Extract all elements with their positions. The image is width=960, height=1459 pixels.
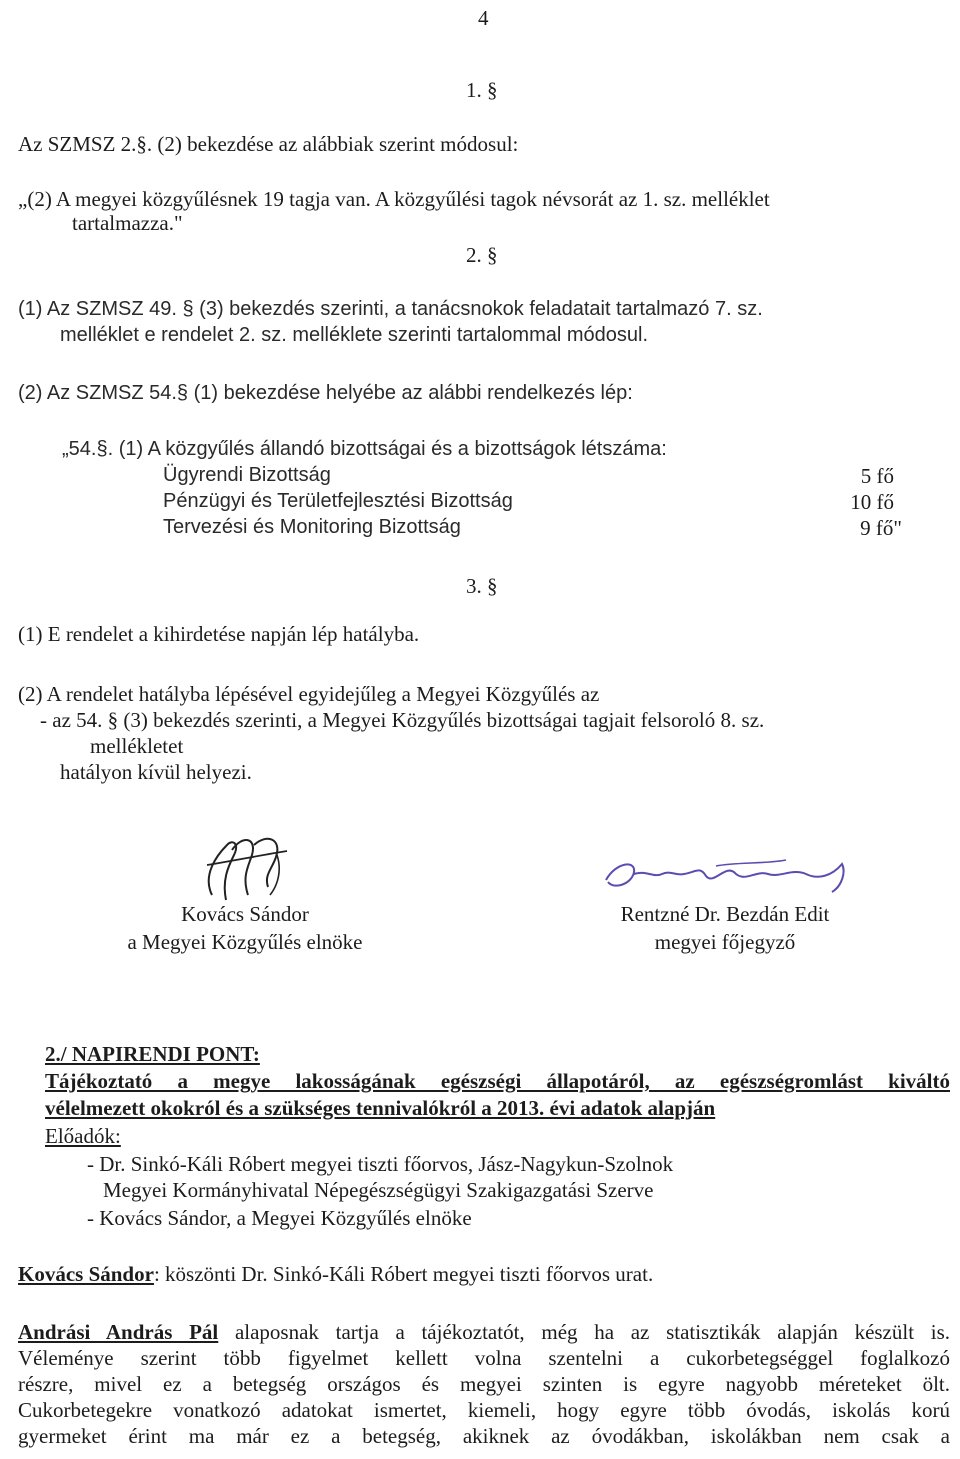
right-signatory-title: megyei főjegyző — [654, 930, 796, 954]
speaker-1-name: Kovács Sándor — [18, 1262, 154, 1286]
section-2-paragraph-1-line-2: melléklet e rendelet 2. sz. melléklete szerinti tartalommal módosul. — [60, 324, 649, 346]
presenter-1-line-2: Megyei Kormányhivatal Népegészségügyi Szakigazgatási Szerve — [103, 1178, 654, 1202]
section-3-heading: 3. § — [466, 574, 498, 598]
right-signature-image — [596, 852, 856, 907]
section-1-heading: 1. § — [466, 78, 498, 102]
section-1-quote-line-2: tartalmazza." — [72, 211, 183, 235]
presenters-label: Előadók: — [45, 1124, 121, 1148]
committee-count: 10 fő — [850, 490, 894, 514]
speaker-1-paragraph — [18, 1262, 653, 1286]
section-1-quote-line-1: „(2) A megyei közgyűlésnek 19 tagja van. A közgyűlési tagok névsorát az 1. sz. melléklet — [18, 187, 770, 211]
committee-name: Ügyrendi Bizottság — [163, 464, 331, 486]
agenda-heading: 2./ NAPIRENDI PONT: — [45, 1042, 260, 1066]
section-2-paragraph-2: (2) Az SZMSZ 54.§ (1) bekezdése helyébe az alábbi rendelkezés lép: — [18, 382, 633, 404]
agenda-title-line-2: vélelmezett okokról és a szükséges tennivalókról a 2013. évi adatok alapján — [45, 1096, 716, 1120]
committee-name: Pénzügyi és Területfejlesztési Bizottság — [163, 490, 513, 512]
speaker-2-text: alaposnak tartja a tájékoztatót, még ha az statisztikák alapján készült is. — [218, 1320, 950, 1344]
section-2-heading: 2. § — [466, 243, 498, 267]
section-2-paragraph-1-line-1: (1) Az SZMSZ 49. § (3) bekezdés szerinti, a tanácsnokok feladatait tartalmazó 7. sz. — [18, 298, 763, 320]
speaker-2-line-2: Véleménye szerint több figyelmet kellett volna szentelni a cukorbetegséggel foglalkozó — [18, 1346, 950, 1370]
committee-count: 5 fő — [860, 464, 894, 488]
left-signatory-title: a Megyei Közgyűlés elnöke — [127, 930, 363, 954]
left-signature-image — [182, 825, 302, 910]
speaker-2-line-1 — [18, 1320, 950, 1344]
speaker-2-name: Andrási András Pál — [18, 1320, 219, 1344]
presenter-2: - Kovács Sándor, a Megyei Közgyűlés elnöke — [87, 1206, 472, 1230]
speaker-1-text: : köszönti Dr. Sinkó-Káli Róbert megyei tiszti főorvos urat. — [153, 1262, 654, 1286]
section-3-paragraph-2-line-2: - az 54. § (3) bekezdés szerinti, a Megyei Közgyűlés bizottságai tagjait felsoroló 8. sz. — [40, 708, 765, 732]
agenda-title-line-1: Tájékoztató a megye lakosságának egészségi állapotáról, az egészségromlást kiváltó — [45, 1069, 950, 1093]
committee-name: Tervezési és Monitoring Bizottság — [163, 516, 461, 538]
committee-intro: „54.§. (1) A közgyűlés állandó bizottságai és a bizottságok létszáma: — [62, 438, 667, 460]
left-signatory-name: Kovács Sándor — [181, 902, 309, 926]
committee-count: 9 fő" — [860, 516, 902, 540]
speaker-2-line-5: gyermeket érint ma már ez a betegség, akiknek az óvodákban, iskolákban nem csak a — [18, 1424, 950, 1448]
speaker-2-line-4: Cukorbetegekre vonatkozó adatokat ismertet, kiemeli, hogy egyre több óvodás, iskolás korú — [18, 1398, 950, 1422]
speaker-2-line-3: részre, mivel ez a betegség országos és megyei szinten is egyre nagyobb méreteket ölt. — [18, 1372, 950, 1396]
section-3-paragraph-2-line-3: mellékletet — [90, 734, 184, 758]
section-3-paragraph-1: (1) E rendelet a kihirdetése napján lép hatályba. — [18, 622, 420, 646]
page-number: 4 — [478, 6, 489, 30]
right-signatory-name: Rentzné Dr. Bezdán Edit — [620, 902, 830, 926]
section-3-paragraph-2-line-4: hatályon kívül helyezi. — [60, 760, 252, 784]
section-1-intro: Az SZMSZ 2.§. (2) bekezdése az alábbiak szerint módosul: — [18, 132, 519, 156]
presenter-1-line-1: - Dr. Sinkó-Káli Róbert megyei tiszti főorvos, Jász-Nagykun-Szolnok — [87, 1152, 674, 1176]
section-3-paragraph-2-line-1: (2) A rendelet hatályba lépésével egyidejűleg a Megyei Közgyűlés az — [18, 682, 600, 706]
